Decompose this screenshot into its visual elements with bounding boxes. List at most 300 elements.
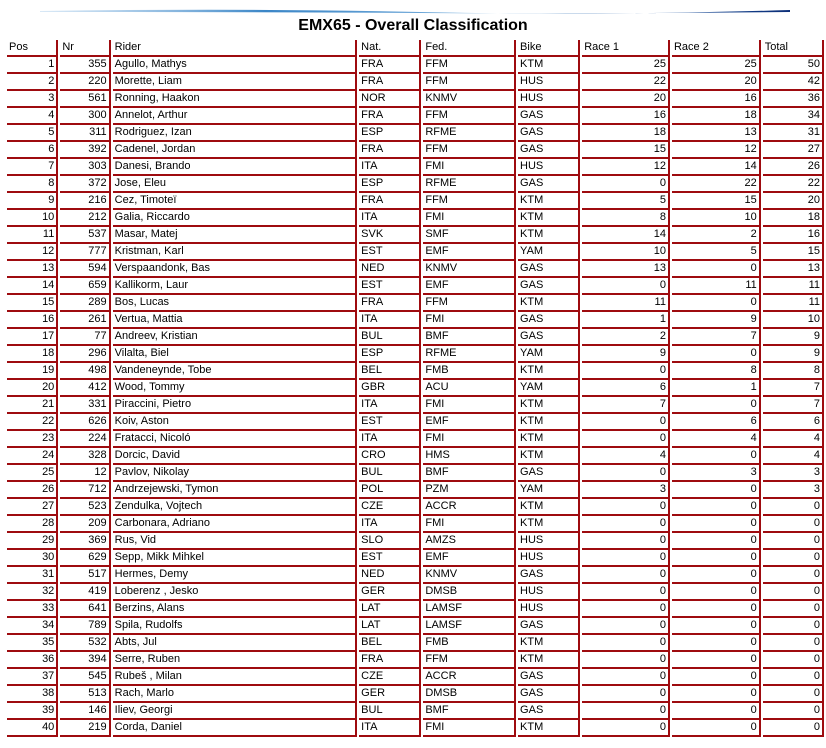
- header-race2: Race 2: [672, 40, 761, 57]
- cell-rider: Hermes, Demy: [113, 567, 358, 584]
- cell-fed: FFM: [423, 57, 516, 74]
- table-row: [7, 652, 824, 669]
- table-row: [7, 142, 824, 159]
- cell-race2: 1: [672, 380, 761, 397]
- cell-nat: ITA: [359, 312, 421, 329]
- table-row: [7, 329, 824, 346]
- cell-bike: KTM: [518, 414, 580, 431]
- cell-total: 10: [763, 312, 824, 329]
- table-header-row: [7, 40, 824, 57]
- cell-nat: SVK: [359, 227, 421, 244]
- cell-nat: ITA: [359, 431, 421, 448]
- cell-rider: Rubeš , Milan: [113, 669, 358, 686]
- cell-nr: 641: [60, 601, 110, 618]
- cell-nat: EST: [359, 278, 421, 295]
- cell-race2: 0: [672, 550, 761, 567]
- cell-bike: HUS: [518, 550, 580, 567]
- cell-race2: 0: [672, 516, 761, 533]
- cell-race1: 20: [582, 91, 670, 108]
- cell-fed: EMF: [423, 414, 516, 431]
- cell-pos: 30: [7, 550, 58, 567]
- cell-bike: GAS: [518, 329, 580, 346]
- cell-rider: Bos, Lucas: [113, 295, 358, 312]
- cell-race1: 0: [582, 686, 670, 703]
- cell-race1: 0: [582, 652, 670, 669]
- cell-pos: 6: [7, 142, 58, 159]
- cell-nr: 594: [60, 261, 110, 278]
- cell-rider: Kallikorm, Laur: [113, 278, 358, 295]
- cell-total: 31: [763, 125, 824, 142]
- cell-race2: 0: [672, 448, 761, 465]
- cell-bike: GAS: [518, 312, 580, 329]
- cell-race2: 0: [672, 584, 761, 601]
- cell-nat: FRA: [359, 193, 421, 210]
- cell-bike: KTM: [518, 363, 580, 380]
- cell-pos: 36: [7, 652, 58, 669]
- cell-fed: EMF: [423, 278, 516, 295]
- cell-race2: 3: [672, 465, 761, 482]
- cell-race2: 11: [672, 278, 761, 295]
- header-nat: Nat.: [359, 40, 421, 57]
- table-row: [7, 227, 824, 244]
- cell-nat: ESP: [359, 125, 421, 142]
- cell-nat: BUL: [359, 329, 421, 346]
- header-pos: Pos: [7, 40, 58, 57]
- cell-fed: FFM: [423, 108, 516, 125]
- cell-total: 9: [763, 346, 824, 363]
- cell-rider: Carbonara, Adriano: [113, 516, 358, 533]
- table-row: [7, 601, 824, 618]
- cell-total: 0: [763, 720, 824, 737]
- cell-nat: SLO: [359, 533, 421, 550]
- cell-nr: 498: [60, 363, 110, 380]
- cell-nr: 224: [60, 431, 110, 448]
- cell-bike: KTM: [518, 516, 580, 533]
- cell-total: 4: [763, 431, 824, 448]
- cell-rider: Cez, Timoteï: [113, 193, 358, 210]
- cell-nr: 537: [60, 227, 110, 244]
- cell-race2: 4: [672, 431, 761, 448]
- cell-nat: POL: [359, 482, 421, 499]
- cell-rider: Annelot, Arthur: [113, 108, 358, 125]
- table-row: [7, 380, 824, 397]
- header-fed: Fed.: [423, 40, 516, 57]
- cell-bike: KTM: [518, 499, 580, 516]
- table-row: [7, 618, 824, 635]
- cell-pos: 1: [7, 57, 58, 74]
- cell-nat: GER: [359, 584, 421, 601]
- cell-pos: 31: [7, 567, 58, 584]
- cell-rider: Galia, Riccardo: [113, 210, 358, 227]
- cell-fed: ACCR: [423, 669, 516, 686]
- cell-race1: 10: [582, 244, 670, 261]
- cell-nat: LAT: [359, 618, 421, 635]
- cell-fed: FMI: [423, 720, 516, 737]
- cell-bike: KTM: [518, 635, 580, 652]
- cell-nr: 303: [60, 159, 110, 176]
- cell-total: 36: [763, 91, 824, 108]
- cell-fed: PZM: [423, 482, 516, 499]
- cell-bike: KTM: [518, 652, 580, 669]
- cell-fed: EMF: [423, 550, 516, 567]
- cell-race2: 12: [672, 142, 761, 159]
- cell-pos: 8: [7, 176, 58, 193]
- cell-nr: 777: [60, 244, 110, 261]
- cell-nat: EST: [359, 550, 421, 567]
- table-row: [7, 448, 824, 465]
- classification-table: [5, 40, 826, 737]
- cell-race1: 4: [582, 448, 670, 465]
- cell-rider: Fratacci, Nicoló: [113, 431, 358, 448]
- cell-total: 0: [763, 516, 824, 533]
- cell-pos: 29: [7, 533, 58, 550]
- cell-race1: 0: [582, 176, 670, 193]
- cell-bike: GAS: [518, 686, 580, 703]
- table-row: [7, 244, 824, 261]
- cell-nat: BUL: [359, 703, 421, 720]
- cell-race1: 0: [582, 533, 670, 550]
- cell-race2: 0: [672, 533, 761, 550]
- header-banner-stripe: [40, 6, 790, 16]
- cell-rider: Verspaandonk, Bas: [113, 261, 358, 278]
- cell-bike: GAS: [518, 465, 580, 482]
- cell-fed: FFM: [423, 652, 516, 669]
- cell-bike: HUS: [518, 159, 580, 176]
- table-row: [7, 465, 824, 482]
- cell-rider: Morette, Liam: [113, 74, 358, 91]
- cell-nat: ITA: [359, 210, 421, 227]
- cell-race1: 0: [582, 363, 670, 380]
- cell-bike: GAS: [518, 567, 580, 584]
- cell-nr: 289: [60, 295, 110, 312]
- cell-rider: Dorcic, David: [113, 448, 358, 465]
- cell-race2: 0: [672, 601, 761, 618]
- table-row: [7, 431, 824, 448]
- cell-total: 0: [763, 618, 824, 635]
- cell-pos: 14: [7, 278, 58, 295]
- cell-pos: 20: [7, 380, 58, 397]
- cell-nr: 261: [60, 312, 110, 329]
- cell-bike: HUS: [518, 533, 580, 550]
- cell-bike: YAM: [518, 380, 580, 397]
- cell-race1: 14: [582, 227, 670, 244]
- cell-nr: 212: [60, 210, 110, 227]
- cell-rider: Rus, Vid: [113, 533, 358, 550]
- table-row: [7, 686, 824, 703]
- cell-pos: 4: [7, 108, 58, 125]
- cell-pos: 13: [7, 261, 58, 278]
- cell-bike: KTM: [518, 720, 580, 737]
- cell-race1: 0: [582, 465, 670, 482]
- cell-pos: 39: [7, 703, 58, 720]
- cell-rider: Cadenel, Jordan: [113, 142, 358, 159]
- cell-race1: 0: [582, 584, 670, 601]
- cell-race2: 8: [672, 363, 761, 380]
- cell-fed: BMF: [423, 329, 516, 346]
- cell-race1: 0: [582, 431, 670, 448]
- cell-total: 7: [763, 380, 824, 397]
- cell-nr: 659: [60, 278, 110, 295]
- cell-nr: 219: [60, 720, 110, 737]
- cell-race2: 14: [672, 159, 761, 176]
- table-row: [7, 499, 824, 516]
- cell-race2: 9: [672, 312, 761, 329]
- cell-race1: 0: [582, 278, 670, 295]
- cell-race1: 0: [582, 550, 670, 567]
- cell-total: 7: [763, 397, 824, 414]
- cell-rider: Loberenz , Jesko: [113, 584, 358, 601]
- cell-total: 3: [763, 482, 824, 499]
- cell-total: 27: [763, 142, 824, 159]
- table-row: [7, 312, 824, 329]
- cell-total: 16: [763, 227, 824, 244]
- cell-race1: 18: [582, 125, 670, 142]
- cell-fed: DMSB: [423, 584, 516, 601]
- cell-fed: FMB: [423, 363, 516, 380]
- cell-rider: Vilalta, Biel: [113, 346, 358, 363]
- cell-bike: HUS: [518, 601, 580, 618]
- cell-nr: 77: [60, 329, 110, 346]
- cell-race1: 0: [582, 516, 670, 533]
- cell-race2: 20: [672, 74, 761, 91]
- cell-nat: ITA: [359, 516, 421, 533]
- cell-bike: KTM: [518, 227, 580, 244]
- header-rider: Rider: [113, 40, 358, 57]
- cell-nr: 517: [60, 567, 110, 584]
- cell-fed: LAMSF: [423, 618, 516, 635]
- cell-fed: FFM: [423, 142, 516, 159]
- cell-pos: 16: [7, 312, 58, 329]
- cell-rider: Sepp, Mikk Mihkel: [113, 550, 358, 567]
- cell-race1: 0: [582, 499, 670, 516]
- cell-nr: 331: [60, 397, 110, 414]
- table-row: [7, 74, 824, 91]
- cell-bike: YAM: [518, 244, 580, 261]
- cell-fed: ACU: [423, 380, 516, 397]
- cell-fed: FMI: [423, 516, 516, 533]
- cell-nr: 209: [60, 516, 110, 533]
- cell-race1: 0: [582, 669, 670, 686]
- cell-pos: 19: [7, 363, 58, 380]
- cell-pos: 40: [7, 720, 58, 737]
- cell-bike: KTM: [518, 397, 580, 414]
- cell-rider: Iliev, Georgi: [113, 703, 358, 720]
- header-nr: Nr: [60, 40, 110, 57]
- cell-nat: NED: [359, 567, 421, 584]
- cell-rider: Corda, Daniel: [113, 720, 358, 737]
- cell-nr: 328: [60, 448, 110, 465]
- cell-fed: FMI: [423, 431, 516, 448]
- cell-total: 42: [763, 74, 824, 91]
- cell-bike: KTM: [518, 193, 580, 210]
- cell-total: 0: [763, 652, 824, 669]
- cell-total: 11: [763, 295, 824, 312]
- cell-fed: HMS: [423, 448, 516, 465]
- table-row: [7, 550, 824, 567]
- cell-race1: 11: [582, 295, 670, 312]
- table-row: [7, 193, 824, 210]
- table-row: [7, 91, 824, 108]
- cell-total: 0: [763, 686, 824, 703]
- cell-pos: 21: [7, 397, 58, 414]
- cell-nat: FRA: [359, 74, 421, 91]
- cell-race1: 0: [582, 601, 670, 618]
- cell-bike: GAS: [518, 669, 580, 686]
- cell-race2: 25: [672, 57, 761, 74]
- cell-total: 0: [763, 499, 824, 516]
- cell-rider: Andreev, Kristian: [113, 329, 358, 346]
- cell-nat: EST: [359, 414, 421, 431]
- table-row: [7, 295, 824, 312]
- cell-rider: Spila, Rudolfs: [113, 618, 358, 635]
- cell-race2: 2: [672, 227, 761, 244]
- cell-total: 22: [763, 176, 824, 193]
- cell-nr: 789: [60, 618, 110, 635]
- cell-race1: 8: [582, 210, 670, 227]
- cell-total: 0: [763, 584, 824, 601]
- cell-total: 0: [763, 601, 824, 618]
- cell-fed: FFM: [423, 193, 516, 210]
- cell-fed: AMZS: [423, 533, 516, 550]
- cell-bike: HUS: [518, 74, 580, 91]
- cell-rider: Jose, Eleu: [113, 176, 358, 193]
- cell-race1: 2: [582, 329, 670, 346]
- cell-race2: 0: [672, 567, 761, 584]
- cell-total: 0: [763, 567, 824, 584]
- table-row: [7, 125, 824, 142]
- cell-bike: HUS: [518, 91, 580, 108]
- cell-nr: 12: [60, 465, 110, 482]
- cell-bike: YAM: [518, 482, 580, 499]
- cell-total: 6: [763, 414, 824, 431]
- cell-nat: BEL: [359, 363, 421, 380]
- cell-race1: 1: [582, 312, 670, 329]
- cell-nr: 712: [60, 482, 110, 499]
- cell-nr: 523: [60, 499, 110, 516]
- cell-nat: ITA: [359, 720, 421, 737]
- cell-pos: 24: [7, 448, 58, 465]
- cell-race2: 0: [672, 295, 761, 312]
- table-row: [7, 108, 824, 125]
- table-row: [7, 567, 824, 584]
- header-bike: Bike: [518, 40, 580, 57]
- cell-nat: BUL: [359, 465, 421, 482]
- table-row: [7, 533, 824, 550]
- cell-pos: 22: [7, 414, 58, 431]
- cell-pos: 18: [7, 346, 58, 363]
- cell-nr: 561: [60, 91, 110, 108]
- cell-race2: 0: [672, 346, 761, 363]
- cell-nat: FRA: [359, 57, 421, 74]
- cell-fed: RFME: [423, 346, 516, 363]
- table-row: [7, 210, 824, 227]
- cell-nr: 412: [60, 380, 110, 397]
- cell-rider: Abts, Jul: [113, 635, 358, 652]
- cell-total: 15: [763, 244, 824, 261]
- cell-total: 11: [763, 278, 824, 295]
- cell-pos: 26: [7, 482, 58, 499]
- cell-race1: 22: [582, 74, 670, 91]
- cell-pos: 9: [7, 193, 58, 210]
- cell-race2: 15: [672, 193, 761, 210]
- cell-nr: 220: [60, 74, 110, 91]
- cell-race1: 0: [582, 414, 670, 431]
- cell-nr: 372: [60, 176, 110, 193]
- cell-race1: 13: [582, 261, 670, 278]
- cell-bike: KTM: [518, 295, 580, 312]
- cell-rider: Rach, Marlo: [113, 686, 358, 703]
- cell-fed: BMF: [423, 465, 516, 482]
- header-race1: Race 1: [582, 40, 670, 57]
- cell-nr: 419: [60, 584, 110, 601]
- cell-nr: 300: [60, 108, 110, 125]
- cell-rider: Rodriguez, Izan: [113, 125, 358, 142]
- cell-race2: 0: [672, 261, 761, 278]
- table-row: [7, 635, 824, 652]
- cell-fed: FFM: [423, 74, 516, 91]
- cell-rider: Kristman, Karl: [113, 244, 358, 261]
- cell-pos: 27: [7, 499, 58, 516]
- cell-total: 0: [763, 550, 824, 567]
- table-row: [7, 720, 824, 737]
- cell-total: 0: [763, 635, 824, 652]
- cell-nr: 532: [60, 635, 110, 652]
- cell-rider: Zendulka, Vojtech: [113, 499, 358, 516]
- cell-race1: 25: [582, 57, 670, 74]
- cell-bike: GAS: [518, 108, 580, 125]
- cell-nat: FRA: [359, 108, 421, 125]
- cell-rider: Vandeneynde, Tobe: [113, 363, 358, 380]
- cell-fed: SMF: [423, 227, 516, 244]
- table-row: [7, 57, 824, 74]
- cell-race2: 16: [672, 91, 761, 108]
- cell-nat: BEL: [359, 635, 421, 652]
- cell-fed: FFM: [423, 295, 516, 312]
- cell-rider: Wood, Tommy: [113, 380, 358, 397]
- cell-rider: Agullo, Mathys: [113, 57, 358, 74]
- table-row: [7, 584, 824, 601]
- cell-fed: FMB: [423, 635, 516, 652]
- cell-race1: 16: [582, 108, 670, 125]
- cell-total: 18: [763, 210, 824, 227]
- cell-race1: 7: [582, 397, 670, 414]
- cell-nr: 626: [60, 414, 110, 431]
- cell-bike: GAS: [518, 125, 580, 142]
- cell-race1: 0: [582, 635, 670, 652]
- cell-pos: 12: [7, 244, 58, 261]
- cell-pos: 2: [7, 74, 58, 91]
- cell-pos: 23: [7, 431, 58, 448]
- cell-total: 9: [763, 329, 824, 346]
- cell-pos: 11: [7, 227, 58, 244]
- cell-rider: Andrzejewski, Tymon: [113, 482, 358, 499]
- table-row: [7, 278, 824, 295]
- cell-nat: NED: [359, 261, 421, 278]
- cell-total: 13: [763, 261, 824, 278]
- cell-nr: 216: [60, 193, 110, 210]
- cell-nat: CZE: [359, 669, 421, 686]
- cell-fed: KNMV: [423, 261, 516, 278]
- cell-race2: 0: [672, 652, 761, 669]
- cell-total: 0: [763, 703, 824, 720]
- cell-nr: 392: [60, 142, 110, 159]
- table-row: [7, 482, 824, 499]
- cell-rider: Ronning, Haakon: [113, 91, 358, 108]
- cell-fed: KNMV: [423, 567, 516, 584]
- cell-fed: RFME: [423, 176, 516, 193]
- cell-nat: EST: [359, 244, 421, 261]
- cell-fed: EMF: [423, 244, 516, 261]
